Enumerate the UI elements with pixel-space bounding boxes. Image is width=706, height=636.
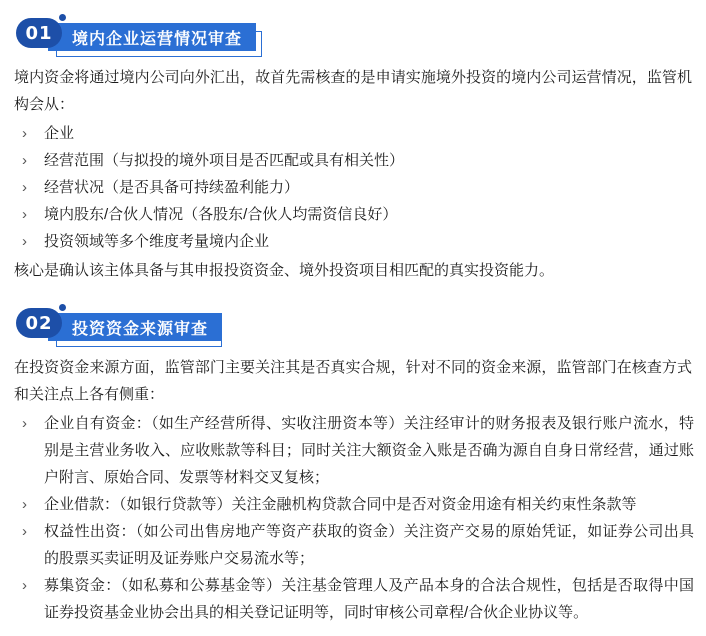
section-heading-01 (12, 14, 694, 54)
list-item: › 募集资金：（如私募和公募基金等）关注基金管理人及产品本身的合法合规性，包括是否取得中国证券投资基金业协会出具的相关登记证明等，同时审核公司章程/合伙企业协议等。 (12, 572, 694, 626)
section-bullet-list (12, 120, 694, 255)
section-title: 境内企业运营情况审查 (72, 30, 243, 48)
list-item: › 权益性出资：（如公司出售房地产等资产获取的资金）关注资产交易的原始凭证，如证券公司出具的股票买卖证明及证券账户交易流水等； (12, 518, 694, 572)
accent-dot-icon (59, 304, 66, 311)
section-intro-paragraph: 境内资金将通过境内公司向外汇出，故首先需核查的是申请实施境外投资的境内公司运营情况，监管机构会从： (14, 69, 692, 113)
section-intro-paragraph: 在投资资金来源方面，监管部门主要关注其是否真实合规，针对不同的资金来源，监管部门在核查方式和关注点上各有侧重： (14, 359, 692, 403)
list-item: › 企业借款：（如银行贷款等）关注金融机构贷款合同中是否对资金用途有相关约束性条款等 (12, 491, 694, 518)
section-spacer (12, 286, 694, 304)
section-heading-02 (12, 304, 694, 344)
section-conclusion-paragraph: 核心是确认该主体具备与其申报投资资金、境外投资项目相匹配的真实投资能力。 (14, 262, 555, 279)
section-number-badge: 01 (16, 18, 62, 48)
list-item: › 境内股东/合伙人情况（各股东/合伙人均需资信良好） (12, 201, 694, 228)
section-bullet-list (12, 410, 694, 626)
list-item: › 经营状况（是否具备可持续盈利能力） (12, 174, 694, 201)
section-title: 投资资金来源审查 (72, 320, 209, 338)
list-item: › 企业 (12, 120, 694, 147)
section-number-badge: 02 (16, 308, 62, 338)
list-item: › 企业自有资金：（如生产经营所得、实收注册资本等）关注经审计的财务报表及银行账户流水，特别是主营业务收入、应收账款等科目；同时关注大额资金入账是否确为源自自身日常经营，通过账户附言、原始合同、发票等材料交叉复核； (12, 410, 694, 491)
list-item: › 投资领域等多个维度考量境内企业 (12, 228, 694, 255)
list-item: › 经营范围（与拟投的境外项目是否匹配或具有相关性） (12, 147, 694, 174)
accent-dot-icon (59, 14, 66, 21)
section-title-box (48, 313, 222, 341)
section-title-box (48, 23, 256, 51)
